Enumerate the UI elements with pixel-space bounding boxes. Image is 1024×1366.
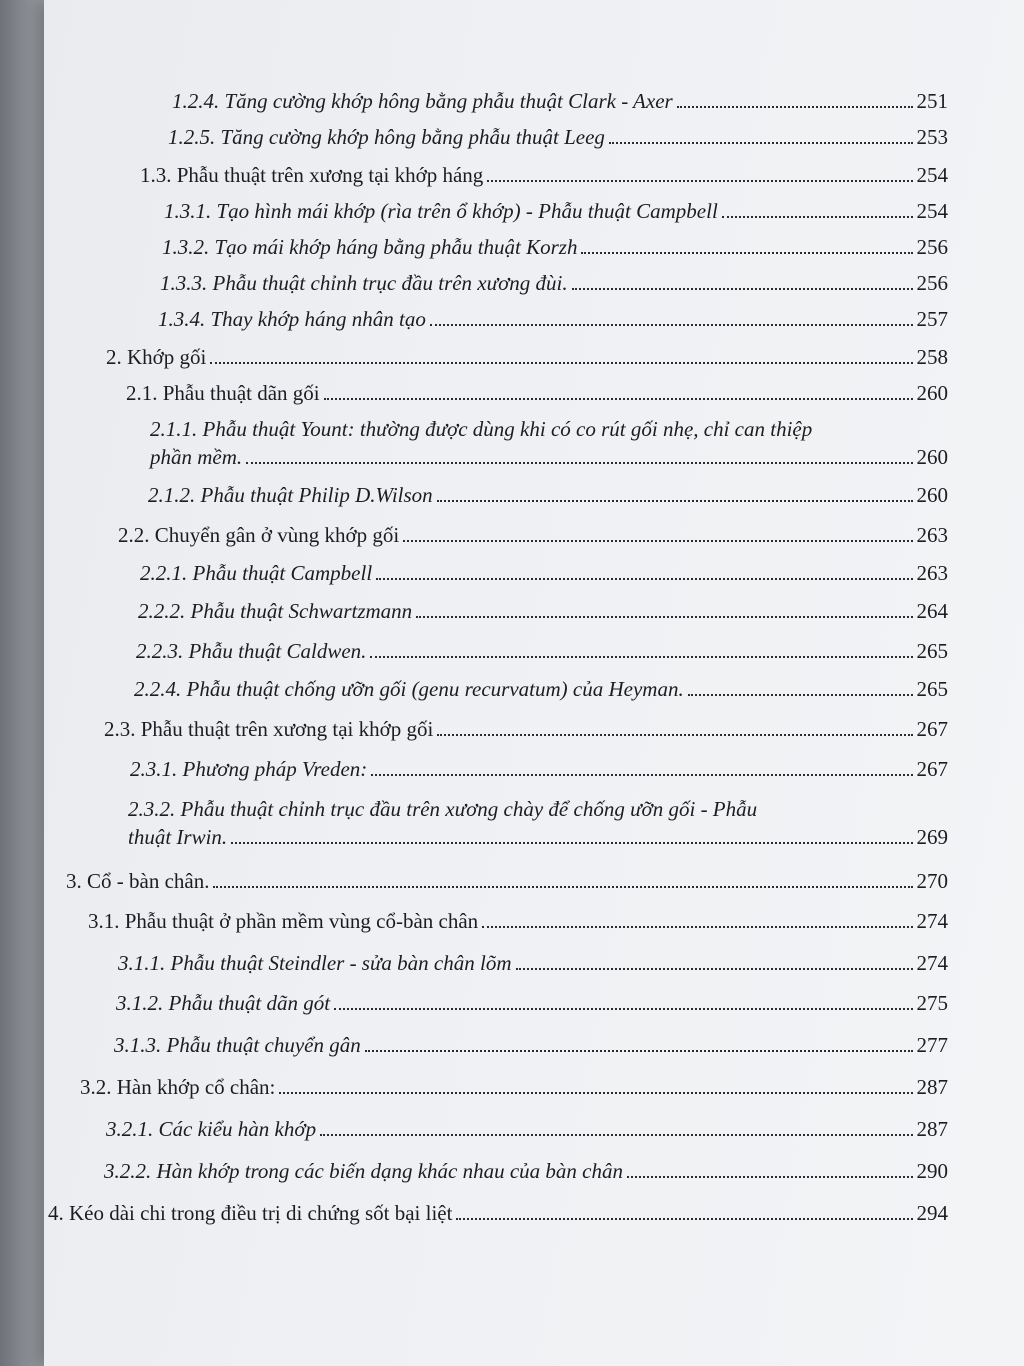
dot-leader xyxy=(609,142,913,144)
toc-entry-title: 2.3.2. Phẫu thuật chỉnh trục đầu trên xương chày để chống ưỡn gối - Phẫu xyxy=(128,797,758,821)
toc-entry-title: 3.1.1. Phẫu thuật Steindler - sửa bàn chân lõm xyxy=(118,951,512,975)
toc-entry-title: 3.2.2. Hàn khớp trong các biến dạng khác nhau của bàn chân xyxy=(104,1159,624,1183)
toc-entry xyxy=(116,990,948,1018)
toc-entry-title: 1.3.3. Phẫu thuật chỉnh trục đầu trên xương đùi. xyxy=(160,271,568,295)
toc-entry-page: 260 xyxy=(916,381,948,405)
toc-entry xyxy=(162,234,948,262)
toc-entry-title: 2.2.4. Phẫu thuật chống ưỡn gối (genu recurvatum) của Heyman. xyxy=(134,677,684,701)
toc-entry xyxy=(134,676,948,704)
toc-entry xyxy=(106,344,948,372)
dot-leader xyxy=(320,1134,912,1136)
toc-entry-page: 256 xyxy=(916,271,948,295)
toc-entry-title: 2.3. Phẫu thuật trên xương tại khớp gối xyxy=(104,717,434,741)
dot-leader xyxy=(403,540,912,542)
toc-entry xyxy=(168,124,948,152)
toc-entry-title: 1.2.4. Tăng cường khớp hông bằng phẫu thuật Clark - Axer xyxy=(172,89,673,113)
dot-leader xyxy=(482,926,912,928)
toc-entry xyxy=(66,868,948,896)
dot-leader xyxy=(627,1176,912,1178)
toc-entry xyxy=(128,796,948,851)
toc-entry xyxy=(164,198,948,226)
toc-entry-title: 3.1. Phẫu thuật ở phần mềm vùng cổ-bàn chân xyxy=(88,909,479,933)
toc-entry-title: 4. Kéo dài chi trong điều trị di chứng sốt bại liệt xyxy=(48,1201,453,1225)
dot-leader xyxy=(572,288,913,290)
dot-leader xyxy=(437,500,913,502)
toc-entry-title: 1.3.4. Thay khớp háng nhân tạo xyxy=(158,307,426,331)
toc-entry xyxy=(140,162,948,190)
toc-entry-page: 265 xyxy=(916,677,948,701)
toc-entry-page: 274 xyxy=(916,951,948,975)
toc-entry-page: 263 xyxy=(916,523,948,547)
toc-entry xyxy=(130,756,948,784)
dot-leader xyxy=(371,774,912,776)
toc-entry-page: 257 xyxy=(916,307,948,331)
dot-leader xyxy=(376,578,912,580)
dot-leader xyxy=(213,886,912,888)
toc-entry-page: 254 xyxy=(916,163,948,187)
dot-leader xyxy=(516,968,913,970)
toc-entry xyxy=(118,950,948,978)
toc-entry-title: 2.1.1. Phẫu thuật Yount: thường được dùng khi có co rút gối nhẹ, chỉ can thiệp xyxy=(150,417,813,441)
toc-entry-title: 1.3. Phẫu thuật trên xương tại khớp háng xyxy=(140,163,484,187)
toc-entry-page: 275 xyxy=(916,991,948,1015)
toc-entry xyxy=(118,522,948,550)
toc-entry-page: 253 xyxy=(916,125,948,149)
toc-entry xyxy=(114,1032,948,1060)
dot-leader xyxy=(581,252,912,254)
toc-entry-title: 2.2.1. Phẫu thuật Campbell xyxy=(140,561,373,585)
dot-leader xyxy=(487,180,912,182)
toc-entry-title: 1.3.1. Tạo hình mái khớp (rìa trên ổ khớp) - Phẫu thuật Campbell xyxy=(164,199,718,223)
toc-entry-title: 2.2. Chuyển gân ở vùng khớp gối xyxy=(118,523,400,547)
toc-entry-page: 277 xyxy=(916,1033,948,1057)
toc-entry-page: 269 xyxy=(916,824,948,849)
toc-entry xyxy=(148,482,948,510)
toc-entry xyxy=(140,560,948,588)
toc-entry-title: 2.1.2. Phẫu thuật Philip D.Wilson xyxy=(148,483,433,507)
dot-leader xyxy=(231,842,912,844)
toc-entry-page: 256 xyxy=(916,235,948,259)
toc-entry xyxy=(172,88,948,116)
toc-entry-title-continued: phần mềm. xyxy=(150,444,243,469)
toc-entry-page: 251 xyxy=(916,89,948,113)
dot-leader xyxy=(210,362,912,364)
toc-entry xyxy=(88,908,948,936)
toc-entry-page: 260 xyxy=(916,444,948,469)
toc-entry xyxy=(104,1158,948,1186)
toc-entry xyxy=(80,1074,948,1102)
toc-entry xyxy=(158,306,948,334)
dot-leader xyxy=(370,656,912,658)
dot-leader xyxy=(416,616,912,618)
toc-entry-title: 2.1. Phẫu thuật dãn gối xyxy=(126,381,320,405)
dot-leader xyxy=(437,734,912,736)
toc-entry xyxy=(150,416,948,471)
toc-entry-page: 294 xyxy=(916,1201,948,1225)
dot-leader xyxy=(456,1218,912,1220)
toc-entry-title: 3. Cổ - bàn chân. xyxy=(66,869,210,893)
dot-leader xyxy=(688,694,913,696)
toc-entry-title: 3.1.2. Phẫu thuật dãn gót xyxy=(116,991,331,1015)
toc-entry-page: 254 xyxy=(916,199,948,223)
toc-entry-title: 2.2.2. Phẫu thuật Schwartzmann xyxy=(138,599,413,623)
toc-entry-page: 263 xyxy=(916,561,948,585)
toc-entry xyxy=(126,380,948,408)
toc-entry-title-continued: thuật Irwin. xyxy=(128,824,228,849)
toc-entry-title: 3.2.1. Các kiểu hàn khớp xyxy=(106,1117,317,1141)
dot-leader xyxy=(324,398,913,400)
toc-entry-page: 258 xyxy=(916,345,948,369)
dot-leader xyxy=(334,1008,912,1010)
dot-leader xyxy=(246,462,912,464)
toc-entry xyxy=(138,598,948,626)
toc-entry-title: 2.2.3. Phẫu thuật Caldwen. xyxy=(136,639,367,663)
toc-entry-title: 1.2.5. Tăng cường khớp hông bằng phẫu thuật Leeg xyxy=(168,125,605,149)
dot-leader xyxy=(279,1092,912,1094)
toc-entry-page: 290 xyxy=(916,1159,948,1183)
dot-leader xyxy=(677,106,913,108)
toc-entry-page: 260 xyxy=(916,483,948,507)
toc-entry-page: 267 xyxy=(916,757,948,781)
toc-entry-page: 264 xyxy=(916,599,948,623)
toc-entry-title: 2.3.1. Phương pháp Vreden: xyxy=(130,757,368,781)
toc-entry-page: 274 xyxy=(916,909,948,933)
toc-entry xyxy=(104,716,948,744)
toc-entry xyxy=(106,1116,948,1144)
toc-entry-page: 287 xyxy=(916,1075,948,1099)
toc-entry-title: 3.2. Hàn khớp cổ chân: xyxy=(80,1075,276,1099)
toc-entry-title: 1.3.2. Tạo mái khớp háng bằng phẫu thuật Korzh xyxy=(162,235,578,259)
dot-leader xyxy=(430,324,913,326)
dot-leader xyxy=(722,216,913,218)
toc-entry-page: 267 xyxy=(916,717,948,741)
toc-entry-page: 287 xyxy=(916,1117,948,1141)
toc-entry-page: 270 xyxy=(916,869,948,893)
toc-entry-page: 265 xyxy=(916,639,948,663)
toc-entry-title: 3.1.3. Phẫu thuật chuyển gân xyxy=(114,1033,361,1057)
toc-entry xyxy=(48,1200,948,1228)
toc-entry xyxy=(160,270,948,298)
dot-leader xyxy=(365,1050,913,1052)
toc-entry-title: 2. Khớp gối xyxy=(106,345,207,369)
toc-entry xyxy=(136,638,948,666)
